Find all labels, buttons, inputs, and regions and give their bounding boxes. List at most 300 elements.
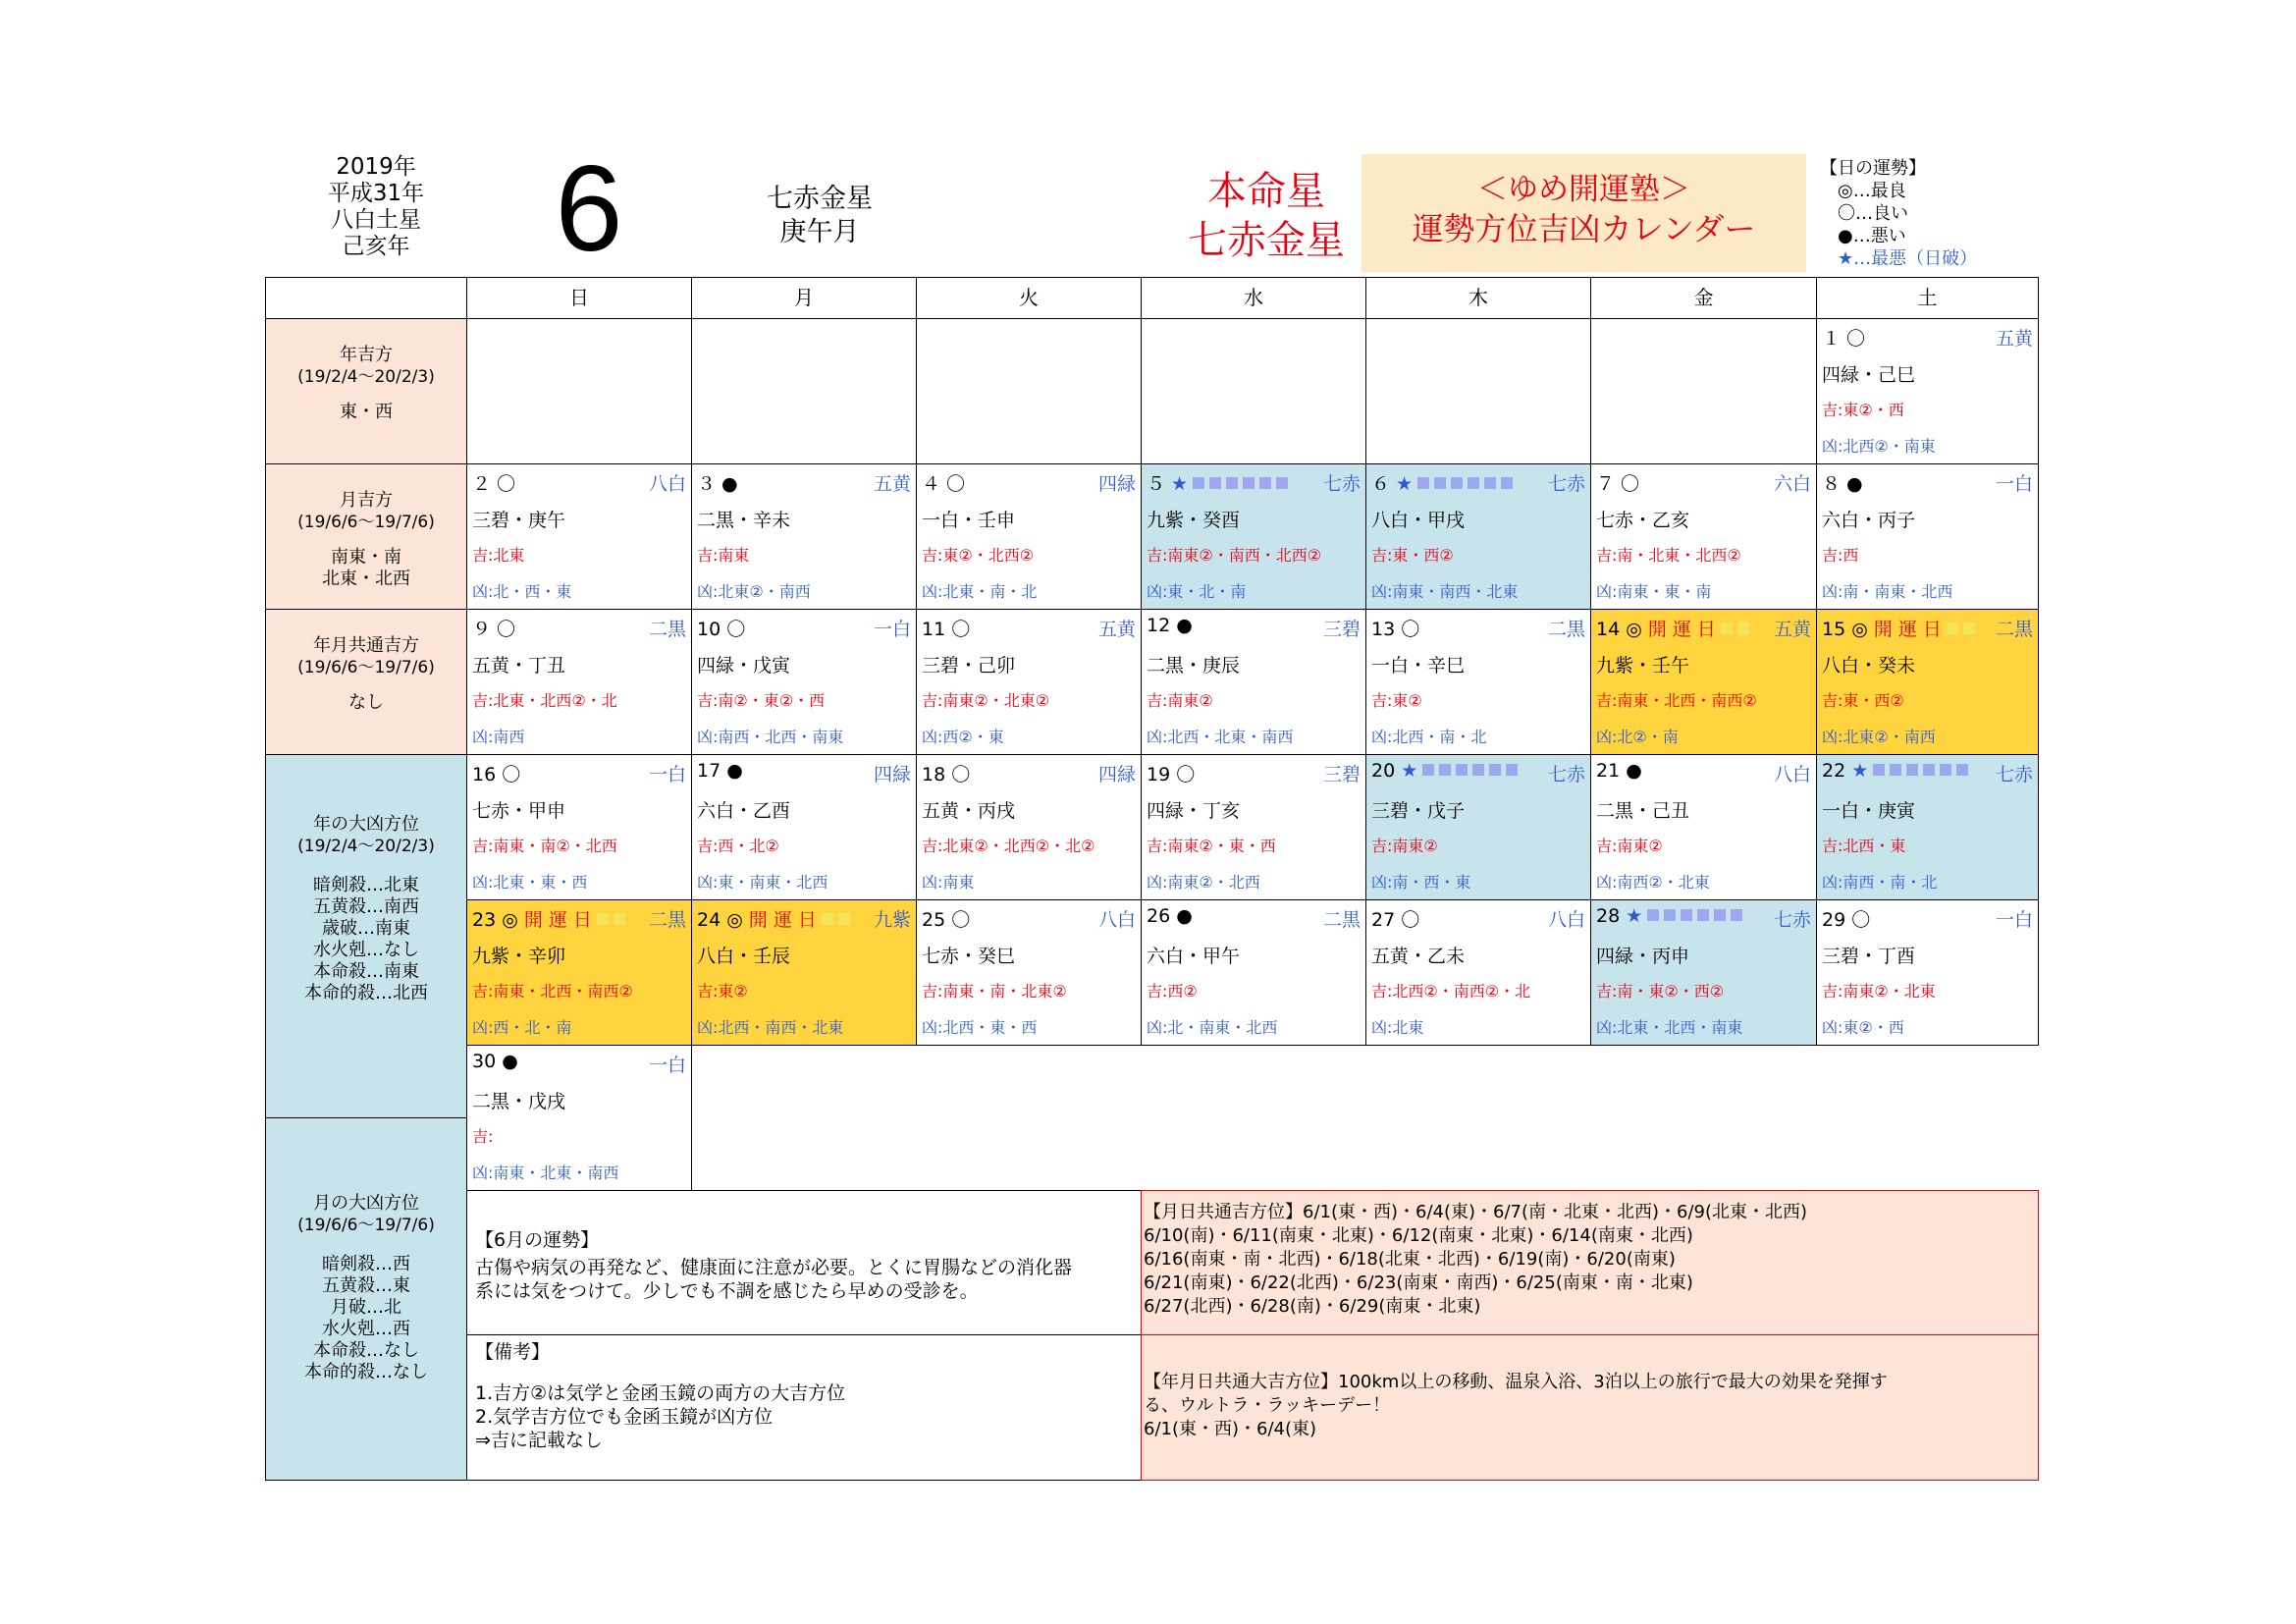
day-header <box>697 760 911 785</box>
day-kichi: 吉:南東②・南西・北西② <box>1147 546 1322 565</box>
day-mark-icon: 〇 <box>1615 473 1640 495</box>
side-panel-period: (19/2/4～20/2/3) <box>297 367 435 387</box>
weekday-header: 水 <box>1141 277 1366 319</box>
decor-square <box>1681 909 1692 921</box>
day-header <box>922 760 1136 785</box>
day-kyo: 凶:北②・南 <box>1596 728 1679 746</box>
decor-square <box>1434 477 1446 489</box>
side-panel-title: 月の大凶方位 <box>313 1193 419 1214</box>
day-kyusei: 四緑・丁亥 <box>1147 800 1241 822</box>
day-kichi: 吉:南・東②・西② <box>1596 982 1725 1001</box>
day-kichi: 吉:南東②・北東 <box>1822 982 1936 1001</box>
day-kyo: 凶:南西・南・北 <box>1822 873 1938 892</box>
legend <box>1820 157 2016 270</box>
day-cell[interactable] <box>1590 609 1817 755</box>
day-cell[interactable] <box>916 609 1142 755</box>
day-header <box>1147 469 1361 495</box>
side-panel <box>265 318 467 464</box>
side-panel-line: 月破…北 <box>331 1297 401 1318</box>
day-kyo: 凶:北・南東・北西 <box>1147 1018 1278 1037</box>
day-star: 一白 <box>1995 473 2033 495</box>
day-kyusei: 三碧・己卯 <box>922 655 1016 677</box>
day-cell[interactable] <box>691 754 917 900</box>
day-cell[interactable] <box>1816 609 2039 755</box>
day-kyusei: 二黒・辛未 <box>697 510 791 531</box>
day-cell[interactable] <box>1365 463 1591 610</box>
day-kyusei: 五黄・丁丑 <box>472 655 566 677</box>
day-header <box>1822 324 2033 350</box>
day-kyusei: 七赤・甲申 <box>472 800 566 822</box>
year-line: 己亥年 <box>342 234 410 259</box>
day-mark-icon: ◎ <box>1620 619 1642 640</box>
day-kyo: 凶:東・北・南 <box>1147 582 1247 601</box>
day-header <box>1371 905 1585 931</box>
day-header <box>1596 469 1811 495</box>
day-number: 15 <box>1822 619 1846 640</box>
decor-square <box>1647 909 1659 921</box>
day-cell[interactable] <box>1816 463 2039 610</box>
month-number: 6 <box>555 141 623 277</box>
day-header <box>1596 760 1811 785</box>
decor-square <box>1731 909 1742 921</box>
day-kyusei: 六白・甲午 <box>1147 946 1241 967</box>
day-mark-icon: ● <box>1841 473 1863 495</box>
side-panel-period: (19/2/4～20/2/3) <box>297 837 435 856</box>
day-kichi: 吉:南東・南・北東② <box>922 982 1067 1001</box>
day-kyusei: 九紫・辛卯 <box>472 946 566 967</box>
decor-square <box>1697 909 1709 921</box>
empty-day-cell <box>1365 318 1591 464</box>
decor-square <box>1209 477 1221 489</box>
day-kyusei: 二黒・庚辰 <box>1147 655 1241 677</box>
day-star: 八白 <box>1097 909 1136 931</box>
common-line: 6/21(南東)・6/22(北西)・6/23(南東・南西)・6/25(南東・南・北東) <box>1144 1272 1693 1293</box>
ymd-line: る、ウルトラ・ラッキーデー！ <box>1144 1395 1391 1416</box>
year-line: 平成31年 <box>327 181 425 206</box>
decor-square <box>1259 477 1271 489</box>
decor-square <box>1890 764 1901 776</box>
day-cell[interactable] <box>916 754 1142 900</box>
title-box <box>1362 154 1806 272</box>
side-panel-line: 南東・南 <box>331 547 401 568</box>
empty-day-cell <box>691 318 917 464</box>
day-kichi: 吉:北西②・南西②・北 <box>1371 982 1531 1001</box>
day-header <box>472 905 686 931</box>
day-kichi: 吉:北東 <box>472 546 525 565</box>
day-star: 一白 <box>648 764 686 785</box>
common-line: 【月日共通吉方位】6/1(東・西)・6/4(東)・6/7(南・北東・北西)・6/9(北東・北西) <box>1144 1202 1808 1222</box>
day-kyusei: 一白・辛巳 <box>1371 655 1466 677</box>
day-mark-icon: ● <box>716 473 738 495</box>
day-number: 20 <box>1371 760 1396 782</box>
common-lucky-box <box>1141 1190 2039 1335</box>
empty-day-cell <box>466 318 692 464</box>
day-header <box>1822 905 2033 931</box>
fortune-box <box>466 1190 1142 1335</box>
day-kichi: 吉: <box>472 1127 494 1146</box>
day-kichi: 吉:東② <box>697 982 748 1001</box>
day-kyusei: 六白・丙子 <box>1822 510 1916 531</box>
side-panel <box>265 754 467 1118</box>
day-cell[interactable] <box>466 463 692 610</box>
side-panel-line: 歳破…南東 <box>322 918 410 939</box>
day-kichi: 吉:南東・南②・北西 <box>472 837 617 855</box>
day-kyo: 凶:北東 <box>1371 1018 1424 1037</box>
fortune-text: 系には気をつけて。少しでも不調を感じたら早めの受診を。 <box>475 1280 979 1302</box>
common-line: 6/10(南)・6/11(南東・北東)・6/12(南東・北東)・6/14(南東・北西) <box>1144 1225 1693 1246</box>
day-number: ５ <box>1147 473 1166 495</box>
day-header <box>922 905 1136 931</box>
decor-square <box>1276 477 1288 489</box>
day-kyo: 凶:南・西・東 <box>1371 873 1471 892</box>
day-kyusei: 三碧・戊子 <box>1371 800 1466 822</box>
day-star: 二黒 <box>1995 619 2033 640</box>
day-header <box>1822 760 2033 785</box>
honmei-line: 本命星 <box>1207 169 1325 214</box>
day-star: 三碧 <box>1322 764 1361 785</box>
decor-square <box>1193 477 1204 489</box>
day-mark-icon: ★ <box>1845 760 1869 782</box>
remarks-line: ⇒吉に記載なし <box>475 1430 603 1451</box>
day-kyo: 凶:北東・北西・南東 <box>1596 1018 1743 1037</box>
day-kyo: 凶:東・南東・北西 <box>697 873 828 892</box>
remarks-line: 1.吉方②は気学と金函玉鏡の両方の大吉方位 <box>475 1382 846 1404</box>
day-mark-icon: ★ <box>1620 905 1643 927</box>
fortune-text: 古傷や病気の再発など、健康面に注意が必要。とくに胃腸などの消化器 <box>475 1257 1073 1278</box>
day-kichi: 吉:東②・北西② <box>922 546 1035 565</box>
day-cell[interactable] <box>691 463 917 610</box>
day-cell[interactable] <box>466 754 692 900</box>
day-mark-icon: 〇 <box>1395 619 1420 640</box>
decor-square <box>1472 764 1484 776</box>
legend-item: ★…最悪（日破） <box>1838 248 1978 269</box>
day-star: 一白 <box>648 1055 686 1076</box>
day-cell[interactable] <box>1816 754 2039 900</box>
day-kyo: 凶:南東・南西・北東 <box>1371 582 1519 601</box>
legend-item: ◎…最良 <box>1838 181 1906 201</box>
day-number: 17 <box>697 760 721 782</box>
decor-square <box>1489 764 1501 776</box>
day-kichi: 吉:東・西② <box>1371 546 1454 565</box>
day-mark-icon: ★ <box>1390 473 1414 495</box>
day-header <box>472 1051 686 1076</box>
day-kyusei: 七赤・癸巳 <box>922 946 1016 967</box>
day-kichi: 吉:南東・北西・南西② <box>1596 691 1757 710</box>
day-number: ７ <box>1596 473 1616 495</box>
decor-square <box>1243 477 1255 489</box>
day-kyo: 凶:南東・東・南 <box>1596 582 1712 601</box>
day-kyo: 凶:北西・東・西 <box>922 1018 1038 1037</box>
day-mark-icon: 〇 <box>945 619 971 640</box>
day-header <box>472 760 686 785</box>
decor-square <box>1963 623 1975 634</box>
side-panel-line: 五黄殺…南西 <box>313 896 419 917</box>
day-mark-icon: ● <box>496 1051 518 1072</box>
remarks-box <box>466 1334 1142 1481</box>
day-cell[interactable] <box>466 609 692 755</box>
day-kichi: 吉:西 <box>1822 546 1859 565</box>
day-kyusei: 五黄・丙戌 <box>922 800 1016 822</box>
day-number: ９ <box>472 619 492 640</box>
day-mark-icon: ◎ <box>1845 619 1868 640</box>
side-panel-period: (19/6/6～19/7/6) <box>297 513 435 532</box>
day-number: 10 <box>697 619 721 640</box>
day-cell[interactable] <box>1141 463 1366 610</box>
side-panel-period: (19/6/6～19/7/6) <box>297 1216 435 1235</box>
day-number: ８ <box>1822 473 1842 495</box>
decor-square <box>1737 623 1749 634</box>
day-kichi: 吉:北西・東 <box>1822 837 1906 855</box>
day-star: 七赤 <box>1322 473 1361 495</box>
day-number: 23 <box>472 909 497 931</box>
day-mark-icon: ◎ <box>496 909 518 931</box>
day-kyo: 凶:西・北・南 <box>472 1018 572 1037</box>
day-cell[interactable] <box>1141 609 1366 755</box>
day-header <box>1371 615 1585 640</box>
day-kichi: 吉:南東② <box>1596 837 1663 855</box>
day-kyo: 凶:南西 <box>472 728 525 746</box>
side-panel-line: 本命殺…なし <box>313 1340 419 1361</box>
kaiun-tag: 開 運 日 <box>742 909 817 931</box>
day-star: 五黄 <box>1773 619 1811 640</box>
side-panel <box>265 463 467 610</box>
day-star: 五黄 <box>873 473 911 495</box>
day-header <box>472 615 686 640</box>
day-kichi: 吉:南東② <box>1371 837 1438 855</box>
day-number: 14 <box>1596 619 1621 640</box>
day-header <box>697 469 911 495</box>
day-kyo: 凶:北・西・東 <box>472 582 572 601</box>
side-panel-title: 年月共通吉方 <box>313 635 419 656</box>
day-kyusei: 八白・癸未 <box>1822 655 1916 677</box>
day-kichi: 吉:東・西② <box>1822 691 1904 710</box>
kaiun-tag: 開 運 日 <box>1641 619 1716 640</box>
ymd-lucky-box <box>1141 1334 2039 1481</box>
day-star: 四緑 <box>1097 473 1136 495</box>
honmei-star <box>1148 167 1384 265</box>
side-panel-line: 暗剣殺…北東 <box>313 875 419 895</box>
day-mark-icon: 〇 <box>1170 764 1196 785</box>
day-star: 五黄 <box>1995 328 2033 350</box>
day-number: 16 <box>472 764 497 785</box>
day-number: ４ <box>922 473 941 495</box>
day-number: ３ <box>697 473 717 495</box>
day-header <box>1147 615 1361 640</box>
decor-square <box>1468 477 1479 489</box>
empty-day-cell <box>916 318 1142 464</box>
corner-cell <box>265 277 467 319</box>
side-panel-line: 本命的殺…北西 <box>304 983 428 1003</box>
day-mark-icon: ● <box>1170 905 1193 927</box>
weekday-header: 火 <box>916 277 1142 319</box>
day-kyusei: 一白・庚寅 <box>1822 800 1916 822</box>
day-kichi: 吉:東②・西 <box>1822 401 1904 419</box>
common-line: 6/16(南東・南・北西)・6/18(北東・北西)・6/19(南)・6/20(南東) <box>1144 1249 1676 1270</box>
day-header <box>1371 469 1585 495</box>
day-star: 五黄 <box>1097 619 1136 640</box>
side-panel-line: 本命的殺…なし <box>304 1362 428 1382</box>
day-kyo: 凶:南東・北東・南西 <box>472 1164 619 1182</box>
day-kyo: 凶:南西②・北東 <box>1596 873 1710 892</box>
side-panel-line: 五黄殺…東 <box>322 1275 410 1296</box>
day-kichi: 吉:南②・東②・西 <box>697 691 826 710</box>
empty-day-cell <box>1141 318 1366 464</box>
honmei-line: 七赤金星 <box>1188 218 1345 263</box>
day-header <box>1596 905 1811 931</box>
remarks-line: 2.気学吉方位でも金函玉鏡が凶方位 <box>475 1406 774 1428</box>
day-cell[interactable] <box>1816 318 2039 464</box>
day-mark-icon: 〇 <box>945 909 971 931</box>
ymd-line: 【年月日共通大吉方位】100km以上の移動、温泉入浴、3泊以上の旅行で最大の効果を発揮す <box>1144 1372 1888 1392</box>
day-number: ２ <box>472 473 492 495</box>
day-cell[interactable] <box>1365 754 1591 900</box>
day-kyusei: 八白・壬辰 <box>697 946 791 967</box>
day-number: 12 <box>1147 615 1171 636</box>
day-header <box>1147 905 1361 931</box>
day-kyo: 凶:北東・東・西 <box>472 873 588 892</box>
decor-square <box>1417 477 1429 489</box>
decor-square <box>1714 909 1726 921</box>
day-number: 11 <box>922 619 946 640</box>
day-header <box>1147 760 1361 785</box>
day-cell[interactable] <box>1365 899 1591 1046</box>
side-panel-line: 本命殺…南東 <box>313 961 419 982</box>
decor-square <box>597 913 609 925</box>
day-cell[interactable] <box>1816 899 2039 1046</box>
day-cell[interactable] <box>1141 899 1366 1046</box>
day-star: 四緑 <box>1097 764 1136 785</box>
day-star: 七赤 <box>1547 473 1585 495</box>
day-mark-icon: 〇 <box>496 764 521 785</box>
title-line: ＜ゆめ開運塾＞ <box>1477 172 1690 207</box>
day-kyusei: 四緑・丙申 <box>1596 946 1690 967</box>
remarks-title: 【備考】 <box>475 1341 551 1363</box>
month-star <box>717 183 923 249</box>
day-header <box>472 469 686 495</box>
side-panel-line: 暗剣殺…西 <box>322 1254 410 1274</box>
day-star: 二黒 <box>648 619 686 640</box>
kaiun-tag: 開 運 日 <box>1867 619 1942 640</box>
decor-square <box>1506 764 1518 776</box>
day-cell[interactable] <box>1590 754 1817 900</box>
day-cell[interactable] <box>1141 754 1366 900</box>
common-line: 6/27(北西)・6/28(南)・6/29(南東・北東) <box>1144 1296 1481 1317</box>
day-kyo: 凶:北東・南・北 <box>922 582 1038 601</box>
day-cell[interactable] <box>1365 609 1591 755</box>
day-cell[interactable] <box>466 1045 692 1191</box>
day-kichi: 吉:南東② <box>1147 691 1213 710</box>
day-header <box>1371 760 1585 785</box>
day-mark-icon: 〇 <box>491 619 516 640</box>
day-cell[interactable] <box>691 609 917 755</box>
day-kyo: 凶:西②・東 <box>922 728 1004 746</box>
day-kyusei: 九紫・壬午 <box>1596 655 1690 677</box>
decor-square <box>1439 764 1451 776</box>
day-number: 26 <box>1147 905 1171 927</box>
decor-square <box>822 913 833 925</box>
day-number: 28 <box>1596 905 1621 927</box>
year-line: 八白土星 <box>331 207 421 233</box>
weekday-header: 木 <box>1365 277 1591 319</box>
day-cell[interactable] <box>1590 463 1817 610</box>
day-cell[interactable] <box>916 463 1142 610</box>
day-cell[interactable] <box>916 899 1142 1046</box>
legend-item: ●…悪い <box>1838 226 1906 246</box>
day-kyo: 凶:北西・南西・北東 <box>697 1018 844 1037</box>
day-kichi: 吉:西・北② <box>697 837 779 855</box>
day-number: 29 <box>1822 909 1846 931</box>
ymd-line: 6/1(東・西)・6/4(東) <box>1144 1419 1317 1439</box>
day-kyusei: 二黒・己丑 <box>1596 800 1690 822</box>
day-cell[interactable] <box>1590 899 1817 1046</box>
day-kichi: 吉:北東②・北西②・北② <box>922 837 1095 855</box>
day-star: 一白 <box>873 619 911 640</box>
day-mark-icon: ◎ <box>721 909 743 931</box>
day-kyusei: 八白・甲戌 <box>1371 510 1466 531</box>
day-kichi: 吉:北東・北西②・北 <box>472 691 617 710</box>
side-panel <box>265 1117 467 1481</box>
decor-square <box>1940 764 1951 776</box>
day-header <box>1822 469 2033 495</box>
day-kyo: 凶:南・南東・北西 <box>1822 582 1953 601</box>
side-panel <box>265 609 467 755</box>
day-star: 三碧 <box>1322 619 1361 640</box>
side-panel-title: 月吉方 <box>340 490 393 511</box>
decor-square <box>1456 764 1468 776</box>
day-mark-icon: 〇 <box>721 619 746 640</box>
day-kichi: 吉:南東・北西・南西② <box>472 982 633 1001</box>
calendar-grid <box>265 277 2038 1480</box>
day-header <box>922 469 1136 495</box>
day-mark-icon: ★ <box>1395 760 1418 782</box>
decor-square <box>1923 764 1935 776</box>
day-star: 二黒 <box>648 909 686 931</box>
day-kyo: 凶:南東②・北西 <box>1147 873 1260 892</box>
day-kyo: 凶:南西・北西・南東 <box>697 728 844 746</box>
legend-item: 〇…良い <box>1838 203 1908 224</box>
weekday-header: 日 <box>466 277 692 319</box>
side-panel-line: 水火剋…西 <box>322 1319 410 1339</box>
day-star: 八白 <box>1547 909 1585 931</box>
day-star: 八白 <box>1773 764 1811 785</box>
day-kyo: 凶:北東②・南西 <box>1822 728 1936 746</box>
decor-square <box>1873 764 1885 776</box>
side-panel-line: 北東・北西 <box>322 568 410 589</box>
day-kyusei: 六白・乙酉 <box>697 800 791 822</box>
day-star: 一白 <box>1995 909 2033 931</box>
day-star: 二黒 <box>1322 909 1361 931</box>
weekday-header: 金 <box>1590 277 1817 319</box>
day-mark-icon: ● <box>1620 760 1642 782</box>
day-mark-icon: 〇 <box>1841 328 1866 350</box>
decor-square <box>1956 764 1968 776</box>
day-mark-icon: 〇 <box>491 473 516 495</box>
day-number: 19 <box>1147 764 1171 785</box>
day-star: 九紫 <box>873 909 911 931</box>
day-cell[interactable] <box>691 899 917 1046</box>
day-mark-icon: 〇 <box>945 764 971 785</box>
decor-square <box>1947 623 1958 634</box>
day-star: 六白 <box>1773 473 1811 495</box>
day-kyo: 凶:北西②・南東 <box>1822 437 1936 456</box>
day-header <box>1822 615 2033 640</box>
decor-square <box>1451 477 1463 489</box>
day-cell[interactable] <box>466 899 692 1046</box>
day-number: 21 <box>1596 760 1621 782</box>
day-kichi: 吉:東② <box>1371 691 1422 710</box>
legend-title: 【日の運勢】 <box>1820 158 1926 179</box>
day-kyusei: 九紫・癸酉 <box>1147 510 1241 531</box>
